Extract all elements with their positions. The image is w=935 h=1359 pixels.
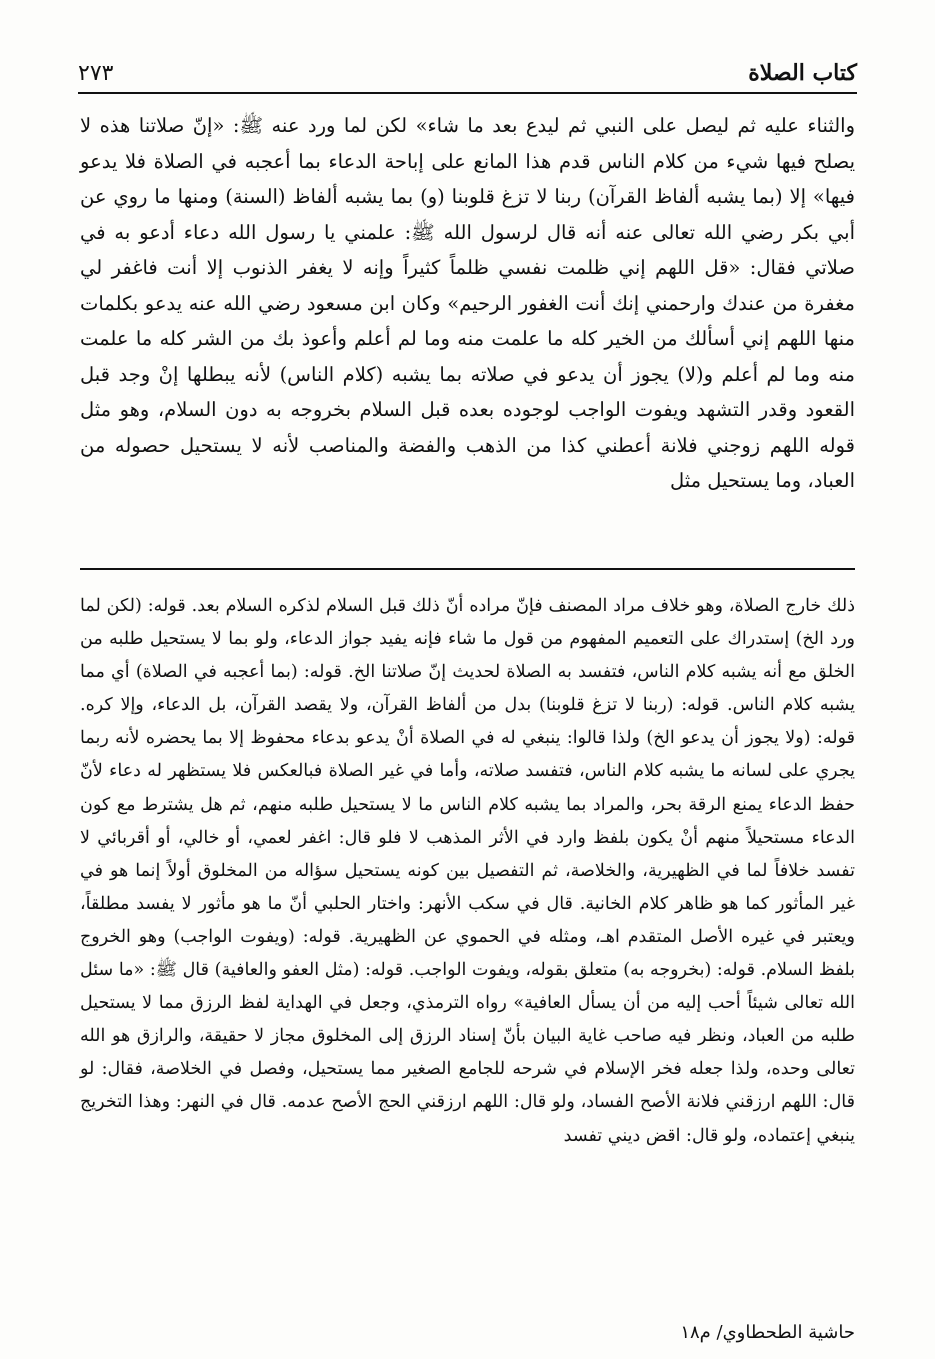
chapter-title: كتاب الصلاة	[748, 60, 857, 86]
running-header	[78, 46, 857, 86]
commentary-text: ذلك خارج الصلاة، وهو خلاف مراد المصنف فإنّ مراده أنّ ذلك قبل السلام لذكره السلام بعد. قوله: (لكن لما ورد الخ) إستدراك على التعميم المفهوم من قول ما شاء فإنه يفيد جواز الدعاء، ولو بما لا يستحيل طلبه من الخلق مع أنه يشبه كلام الناس، فتفسد به الصلاة لحديث إنّ صلاتنا الخ. قوله: (بما أعجبه في الصلاة) أي مما يشبه كلام الناس. قوله: (ربنا لا تزغ قلوبنا) بدل من ألفاظ القرآن، ولا يقصد القرآن، بل الدعاء، وإلا كره. قوله: (ولا يجوز أن يدعو الخ) ولذا قالوا: ينبغي له في الصلاة أنْ يدعو بدعاء محفوظ إلا بما يحضره لأنه ربما يجري على لسانه ما يشبه كلام الناس، فتفسد صلاته، وأما في غير الصلاة فبالعكس فلا يستظهر له دعاء لأنّ حفظ الدعاء يمنع الرقة بحر، والمراد بما يشبه كلام الناس ما لا يستحيل طلبه منهم، ثم هل يشترط مع كون الدعاء مستحيلاً منهم أنْ يكون بلفظ وارد في الأثر المذهب لا فلو قال: اغفر لعمي، أو خالي، أو أقربائي لا تفسد خلافاً لما في الظهيرية، والخلاصة، ثم التفصيل بين كونه يستحيل سؤاله من المخلوق أولاً إنما هو في غير المأثور كما هو ظاهر كلام الخانية. قال في سكب الأنهر: واختار الحلبي أنّ ما هو مأثور لا يفسد مطلقاً، ويعتبر في غيره الأصل المتقدم اهـ، ومثله في الحموي عن الظهيرية. قوله: (ويفوت الواجب) وهو الخروج بلفظ السلام. قوله: (بخروجه به) متعلق بقوله، ويفوت الواجب. قوله: (مثل العفو والعافية) قال ﷺ: «ما سئل الله تعالى شيئاً أحب إليه من أن يسأل العافية» رواه الترمذي، وجعل في الهداية لفظ الرزق مما لا يستحيل طلبه من العباد، ونظر فيه صاحب غاية البيان بأنّ إسناد الرزق إلى المخلوق مجاز لا حقيقة، والرازق هو الله تعالى وحده، ولذا جعله فخر الإسلام في شرحه للجامع الصغير مما يستحيل، وفصل في الخلاصة، فقال: لو قال: اللهم ارزقني فلانة الأصح الفساد، ولو قال: اللهم ارزقني الحج الأصح عدمه. قال في النهر: وهذا التخريج ينبغي إعتماده، ولو قال: اقض ديني تفسد	[80, 596, 855, 1146]
header-rule	[78, 92, 857, 94]
main-text: والثناء عليه ثم ليصل على النبي ثم ليدع بعد ما شاء» لكن لما ورد عنه ﷺ: «إنّ صلاتنا هذه لا يصلح فيها شيء من كلام الناس قدم هذا المانع على إباحة الدعاء بما أعجبه في الصلاة فلا يدعو فيها» إلا (بما يشبه ألفاظ القرآن) ربنا لا تزغ قلوبنا (و) بما يشبه ألفاظ (السنة) ومنها ما روي عن أبي بكر رضي الله تعالى عنه أنه قال لرسول الله ﷺ: علمني يا رسول الله دعاء أدعو به في صلاتي فقال: «قل اللهم إني ظلمت نفسي ظلماً كثيراً وإنه لا يغفر الذنوب إلا أنت فاغفر لي مغفرة من عندك وارحمني إنك أنت الغفور الرحيم» وكان ابن مسعود رضي الله عنه يدعو بكلمات منها اللهم إني أسألك من الخير كله ما علمت منه وما لم أعلم وأعوذ بك من الشر كله ما علمت منه وما لم أعلم و(لا) يجوز أن يدعو في صلاته بما يشبه (كلام الناس) لأنه يبطلها إنْ وجد قبل القعود وقدر التشهد ويفوت الواجب لوجوده بعده قبل السلام بخروجه به دون السلام، وهو مثل قوله اللهم زوجني فلانة أعطني كذا من الذهب والفضة والمناصب لأنه لا يستحيل حصوله من العباد، وما يستحيل مثل	[80, 114, 855, 492]
page-number: ٢٧٣	[78, 61, 114, 86]
footnote-separator	[80, 568, 855, 570]
footer-signature: حاشية الطحطاوي/ م١٨	[680, 1322, 855, 1343]
